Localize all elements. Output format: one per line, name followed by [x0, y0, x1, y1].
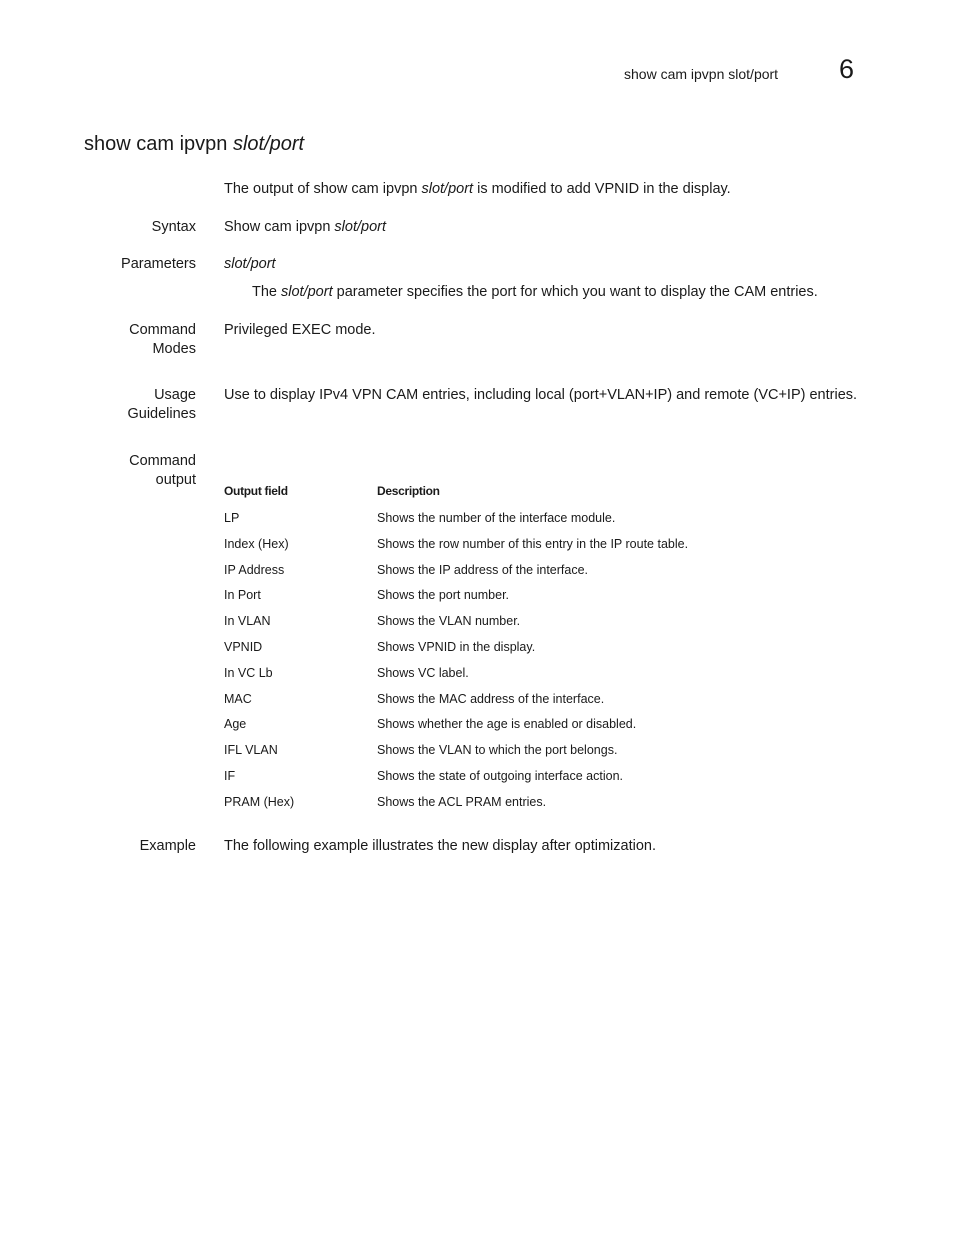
table-row — [224, 666, 857, 692]
header-description: Description — [377, 484, 440, 498]
parameter-description — [252, 283, 818, 302]
param-desc-pre: The — [252, 284, 282, 300]
param-desc-italic: slot/port — [281, 284, 333, 300]
title-plain: show cam ipvpn — [84, 133, 233, 155]
intro-italic: slot/port — [421, 181, 474, 197]
title-italic: slot/port — [232, 133, 305, 155]
header-output-field: Output field — [224, 484, 288, 498]
parameters-label: Parameters — [121, 256, 196, 272]
field-name: VPNID — [224, 639, 263, 654]
parameter-name — [224, 255, 276, 274]
syntax-italic: slot/port — [334, 219, 387, 235]
table-row — [224, 743, 857, 769]
intro-post: is modified to add VPNID in the display. — [473, 181, 731, 197]
page-title — [84, 133, 304, 156]
field-name: MAC — [224, 691, 252, 706]
table-row — [224, 692, 857, 718]
table-row — [224, 588, 857, 614]
example-label: Example — [139, 838, 196, 854]
table-row — [224, 717, 857, 743]
table-row — [224, 795, 857, 821]
command-modes-label-line1: Command — [129, 322, 196, 338]
field-name: In VC Lb — [224, 665, 273, 680]
table-row — [224, 769, 857, 795]
command-output-label — [0, 452, 196, 489]
field-name: Index (Hex) — [224, 536, 289, 551]
field-description: Shows VC label. — [377, 665, 469, 680]
table-header-row — [224, 484, 857, 511]
command-modes-label-line2: Modes — [152, 340, 196, 357]
field-description: Shows the number of the interface module. — [377, 511, 616, 525]
field-description: Shows VPNID in the display. — [377, 639, 536, 654]
field-name: IP Address — [224, 562, 285, 577]
syntax-label: Syntax — [151, 219, 196, 235]
usage-label-line2: Guidelines — [127, 405, 196, 422]
intro-paragraph — [224, 180, 731, 199]
field-description: Shows the port number. — [377, 588, 510, 603]
field-description: Shows the row number of this entry in the IP route table. — [377, 536, 689, 551]
usage-label — [0, 386, 196, 423]
usage-label-line1: Usage — [154, 387, 196, 403]
field-name: PRAM (Hex) — [224, 794, 295, 809]
field-description: Shows the MAC address of the interface. — [377, 691, 605, 706]
chapter-number: 6 — [839, 54, 855, 84]
field-description: Shows the ACL PRAM entries. — [377, 794, 547, 809]
parameter-name-italic: slot/port — [224, 256, 276, 272]
param-desc-post: parameter specifies the port for which you want to display the CAM entries. — [332, 284, 818, 300]
field-name: LP — [224, 511, 240, 525]
field-description: Shows the IP address of the interface. — [377, 562, 589, 577]
table-row — [224, 614, 857, 640]
example-text: The following example illustrates the new display after optimization. — [224, 838, 656, 854]
field-name: Age — [224, 717, 247, 732]
command-output-label-line2: output — [155, 471, 196, 488]
syntax-pre: Show cam ipvpn — [224, 219, 335, 235]
field-description: Shows the VLAN to which the port belongs. — [377, 743, 618, 758]
table-row — [224, 537, 857, 563]
table-row — [224, 511, 857, 537]
usage-text: Use to display IPv4 VPN CAM entries, including local (port+VLAN+IP) and remote (VC+IP) entries. — [224, 387, 858, 403]
running-title: show cam ipvpn slot/port — [624, 66, 779, 82]
syntax-text — [224, 218, 386, 237]
output-field-table — [224, 484, 857, 821]
field-name: In Port — [224, 588, 261, 603]
table-row — [224, 640, 857, 666]
table-row — [224, 563, 857, 589]
intro-pre: The output of show cam ipvpn — [224, 181, 422, 197]
field-description: Shows the state of outgoing interface action. — [377, 768, 623, 783]
command-output-label-line1: Command — [129, 453, 196, 469]
field-description: Shows whether the age is enabled or disabled. — [377, 717, 637, 732]
field-name: IFL VLAN — [224, 743, 278, 758]
field-description: Shows the VLAN number. — [377, 614, 521, 629]
command-modes-label — [0, 321, 196, 358]
field-name: IF — [224, 768, 236, 783]
field-name: In VLAN — [224, 614, 271, 629]
command-modes-text: Privileged EXEC mode. — [224, 322, 376, 338]
